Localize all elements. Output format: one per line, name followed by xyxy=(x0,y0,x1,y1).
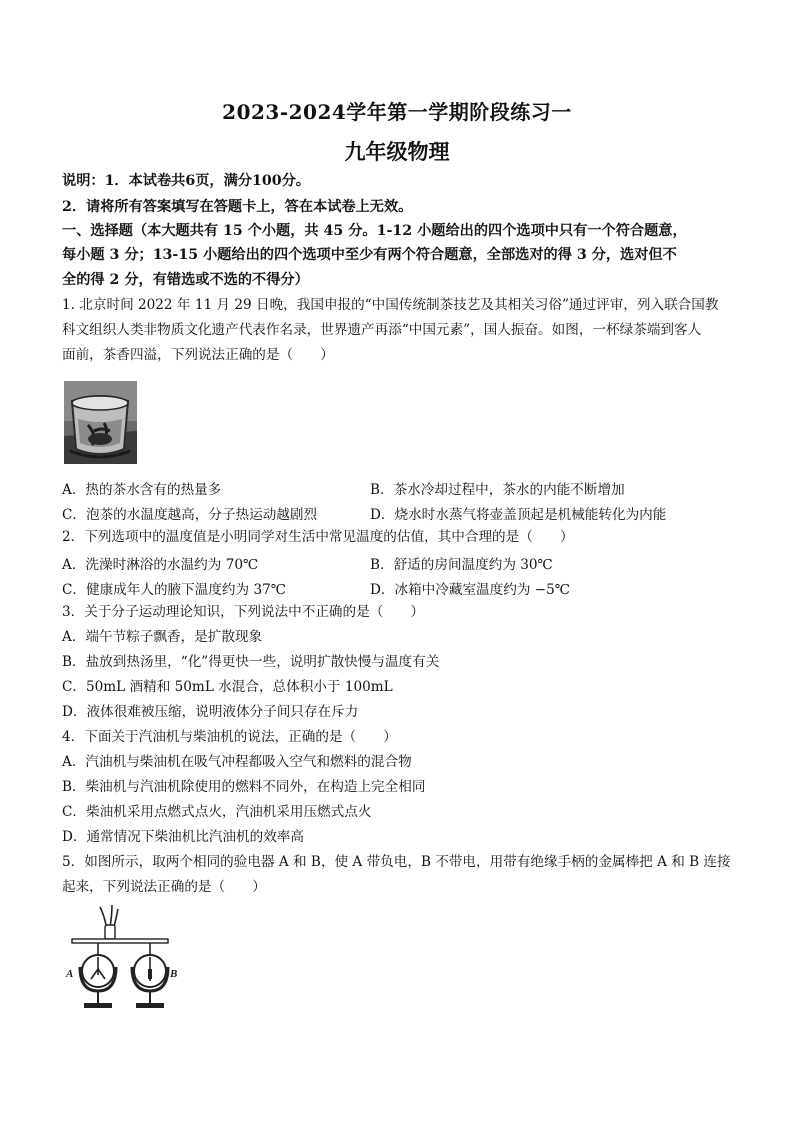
q2-stem: 2．下列选项中的温度值是小明同学对生活中常见温度的估值，其中合理的是（ ） xyxy=(62,529,574,545)
q4-option-d: D．通常情况下柴油机比汽油机的效率高 xyxy=(62,829,304,845)
exam-subtitle: 九年级物理 xyxy=(344,139,450,164)
q1-option-d: D．烧水时水蒸气将壶盖顶起是机械能转化为内能 xyxy=(370,507,667,523)
q4-option-a: A．汽油机与柴油机在吸气冲程都吸入空气和燃料的混合物 xyxy=(62,754,412,770)
q1-option-a: A．热的茶水含有的热量多 xyxy=(62,482,222,498)
q3-option-c: C．50mL 酒精和 50mL 水混合，总体积小于 100mL xyxy=(62,679,393,695)
q4-stem: 4．下面关于汽油机与柴油机的说法，正确的是（ ） xyxy=(62,729,397,745)
q2-option-c: C．健康成年人的腋下温度约为 37℃ xyxy=(62,582,286,598)
q1-option-c: C．泡茶的水温度越高，分子热运动越剧烈 xyxy=(62,507,318,523)
label-a: A xyxy=(66,968,74,980)
q4-option-b: B．柴油机与汽油机除使用的燃料不同外，在构造上完全相同 xyxy=(62,779,426,795)
q2-option-b: B．舒适的房间温度约为 30℃ xyxy=(370,557,553,573)
q5-stem-line-2: 起来，下列说法正确的是（ ） xyxy=(62,879,266,895)
q4-option-c: C．柴油机采用点燃式点火，汽油机采用压燃式点火 xyxy=(62,804,372,820)
note-1: 说明：1．本试卷共6页，满分100分。 xyxy=(62,173,310,189)
q3-option-d: D．液体很难被压缩，说明液体分子间只存在斥力 xyxy=(62,704,359,720)
q3-stem: 3．关于分子运动理论知识，下列说法中不正确的是（ ） xyxy=(62,604,425,620)
q1-option-b: B．茶水冷却过程中，茶水的内能不断增加 xyxy=(370,482,625,498)
q3-option-b: B．盐放到热汤里，“化”得更快一些，说明扩散快慢与温度有关 xyxy=(62,654,440,670)
q1-stem-line-3: 面前，茶香四溢，下列说法正确的是（ ） xyxy=(62,347,334,363)
section-instructions-line-3: 全的得 2 分，有错选或不选的不得分） xyxy=(62,272,309,288)
section-instructions-line-2: 每小题 3 分；13-15 小题给出的四个选项中至少有两个符合题意，全部选对的得 3 分，选对但不 xyxy=(62,247,677,263)
tea-cup-image xyxy=(64,381,137,464)
section-instructions-line-1: 一、选择题（本大题共有 15 个小题，共 45 分。1-12 小题给出的四个选项中只有一个符合题意， xyxy=(62,223,687,239)
q2-option-a: A．洗澡时淋浴的水温约为 70℃ xyxy=(62,557,259,573)
electroscope-figure xyxy=(62,905,182,1015)
note-2: 2．请将所有答案填写在答题卡上，答在本试卷上无效。 xyxy=(62,199,413,215)
q2-option-d: D．冰箱中冷藏室温度约为 −5℃ xyxy=(370,582,570,598)
q5-stem-line-1: 5．如图所示，取两个相同的验电器 A 和 B，使 A 带负电，B 不带电，用带有绝缘手柄的金属棒把 A 和 B 连接 xyxy=(62,854,731,870)
green-tea-cup-photo xyxy=(64,381,137,464)
exam-title: 2023-2024学年第一学期阶段练习一 xyxy=(222,100,572,124)
q3-option-a: A．端午节粽子飘香，是扩散现象 xyxy=(62,629,263,645)
electroscope-diagram xyxy=(62,905,182,1015)
label-b: B xyxy=(170,968,178,980)
q1-stem-line-1: 1. 北京时间 2022 年 11 月 29 日晚，我国申报的“中国传统制茶技艺及其相关习俗”通过评审，列入联合国教 xyxy=(62,297,719,313)
q1-stem-line-2: 科文组织人类非物质文化遗产代表作名录，世界遗产再添“中国元素”，国人振奋。如图，一杯绿茶端到客人 xyxy=(62,322,702,338)
